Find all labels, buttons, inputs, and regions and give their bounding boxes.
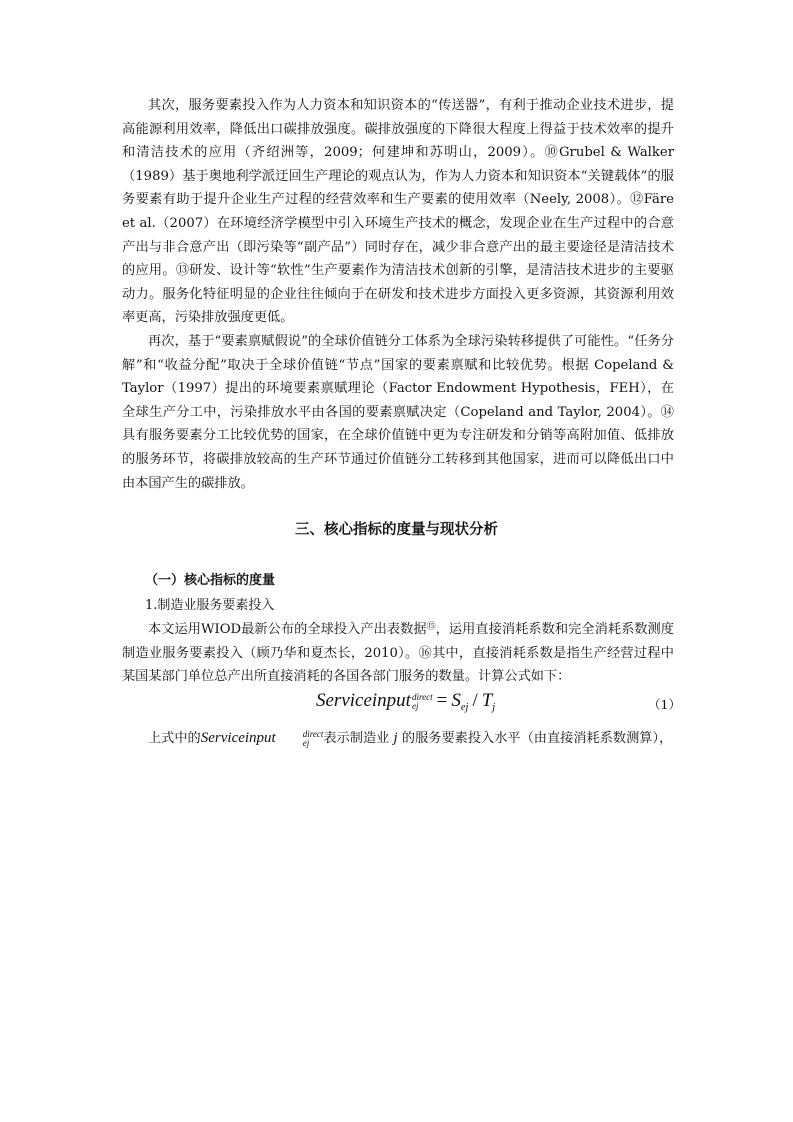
paragraph-formula-explanation — [122, 727, 674, 751]
p4-text-middle: 表示制造业 — [323, 731, 390, 746]
formula-lhs-sub: ej — [411, 700, 419, 711]
p4-text-end: 的服务要素投入水平（由直接消耗系数测算）， — [401, 731, 673, 746]
p4-text-start: 上式中的 — [148, 731, 201, 746]
p3-text-start: 本文运用WIOD最新公布的全球投入产出表数据 — [148, 622, 427, 637]
inline-formula-base: Serviceinput — [200, 730, 276, 746]
formula-rhs-numerator: S — [451, 690, 461, 711]
paragraph-measurement — [122, 616, 674, 689]
formula-lhs-base: Serviceinput — [316, 690, 411, 711]
formula-rhs-denominator: T — [481, 690, 493, 711]
footnote-mark: ⑮ — [426, 622, 436, 632]
formula-number: （1） — [648, 697, 681, 712]
formula-rhs-numerator-sub: ej — [460, 702, 469, 713]
formula-rhs-denominator-sub: j — [492, 702, 496, 713]
inline-formula — [201, 730, 324, 746]
formula-equals: = — [436, 690, 448, 711]
item-title: 1.制造业服务要素投入 — [145, 598, 275, 613]
formula-lhs-sup: direct — [411, 691, 433, 702]
formula-expression — [316, 690, 495, 713]
paragraph-factor-endowment: 再次，基于“要素禀赋假说”的全球价值链分工体系为全球污染转移提供了可能性。“任务分解”和“收益分配”取决于全球价值链“节点”国家的要素禀赋和比较优势。根据 Copeland & Taylor（1997）提出的环境要素禀赋理论（Factor Endowment Hypothesis，FEH），在全球生产分工中，污染排放水平由各国的要素禀赋决定（Copeland and Taylor, 2004）。⑭具有服务要素分工比较优势的国家，在全球价值链中更为专注研发和分销等高附加值、低排放的服务环节，将碳排放较高的生产环节通过价值链分工转移到其他国家，进而可以降低出口中由本国产生的碳排放。 — [122, 334, 674, 491]
formula-1 — [0, 690, 793, 718]
inline-var-j: j — [393, 730, 398, 746]
inline-formula-indices — [277, 730, 324, 748]
formula-slash: / — [472, 690, 478, 711]
p3-text-end: ，运用直接消耗系数和完全消耗系数测度制造业服务要素投入（顾乃华和夏杰长，2010）。⑯其中，直接消耗系数是指生产经营过程中某国某部门单位总产出所直接消耗的各国各部门服务的数量。计算公式如下： — [122, 622, 674, 685]
inline-formula-sub: ej — [302, 737, 310, 748]
section-title: 三、核心指标的度量与现状分析 — [295, 522, 498, 538]
paragraph-technology-effect: 其次，服务要素投入作为人力资本和知识资本的“传送器”，有利于推动企业技术进步，提高能源利用效率，降低出口碳排放强度。碳排放强度的下降很大程度上得益于技术效率的提升和清洁技术的应用（齐绍洲等，2009；何建坤和苏明山，2009）。⑩Grubel & Walker（1989）基于奥地利学派迂回生产理论的观点认为，作为人力资本和知识资本“关键载体”的服务要素有助于提升企业生产过程的经营效率和生产要素的使用效率（Neely, 2008）。⑫Färe et al.（2007）在环境经济学模型中引入环境生产技术的概念，发现企业在生产过程中的合意产出与非合意产出（即污染等“副产品”）同时存在，减少非合意产出的最主要途径是清洁技术的应用。⑬研发、设计等“软性”生产要素作为清洁技术创新的引擎，是清洁技术进步的主要驱动力。服务化特征明显的企业往往倾向于在研发和技术进步方面投入更多资源，其资源利用效率更高，污染排放强度更低。 — [122, 98, 674, 326]
inline-formula-sup: direct — [302, 728, 324, 739]
subsection-title: （一）核心指标的度量 — [145, 573, 276, 588]
formula-lhs-indices — [412, 693, 433, 711]
